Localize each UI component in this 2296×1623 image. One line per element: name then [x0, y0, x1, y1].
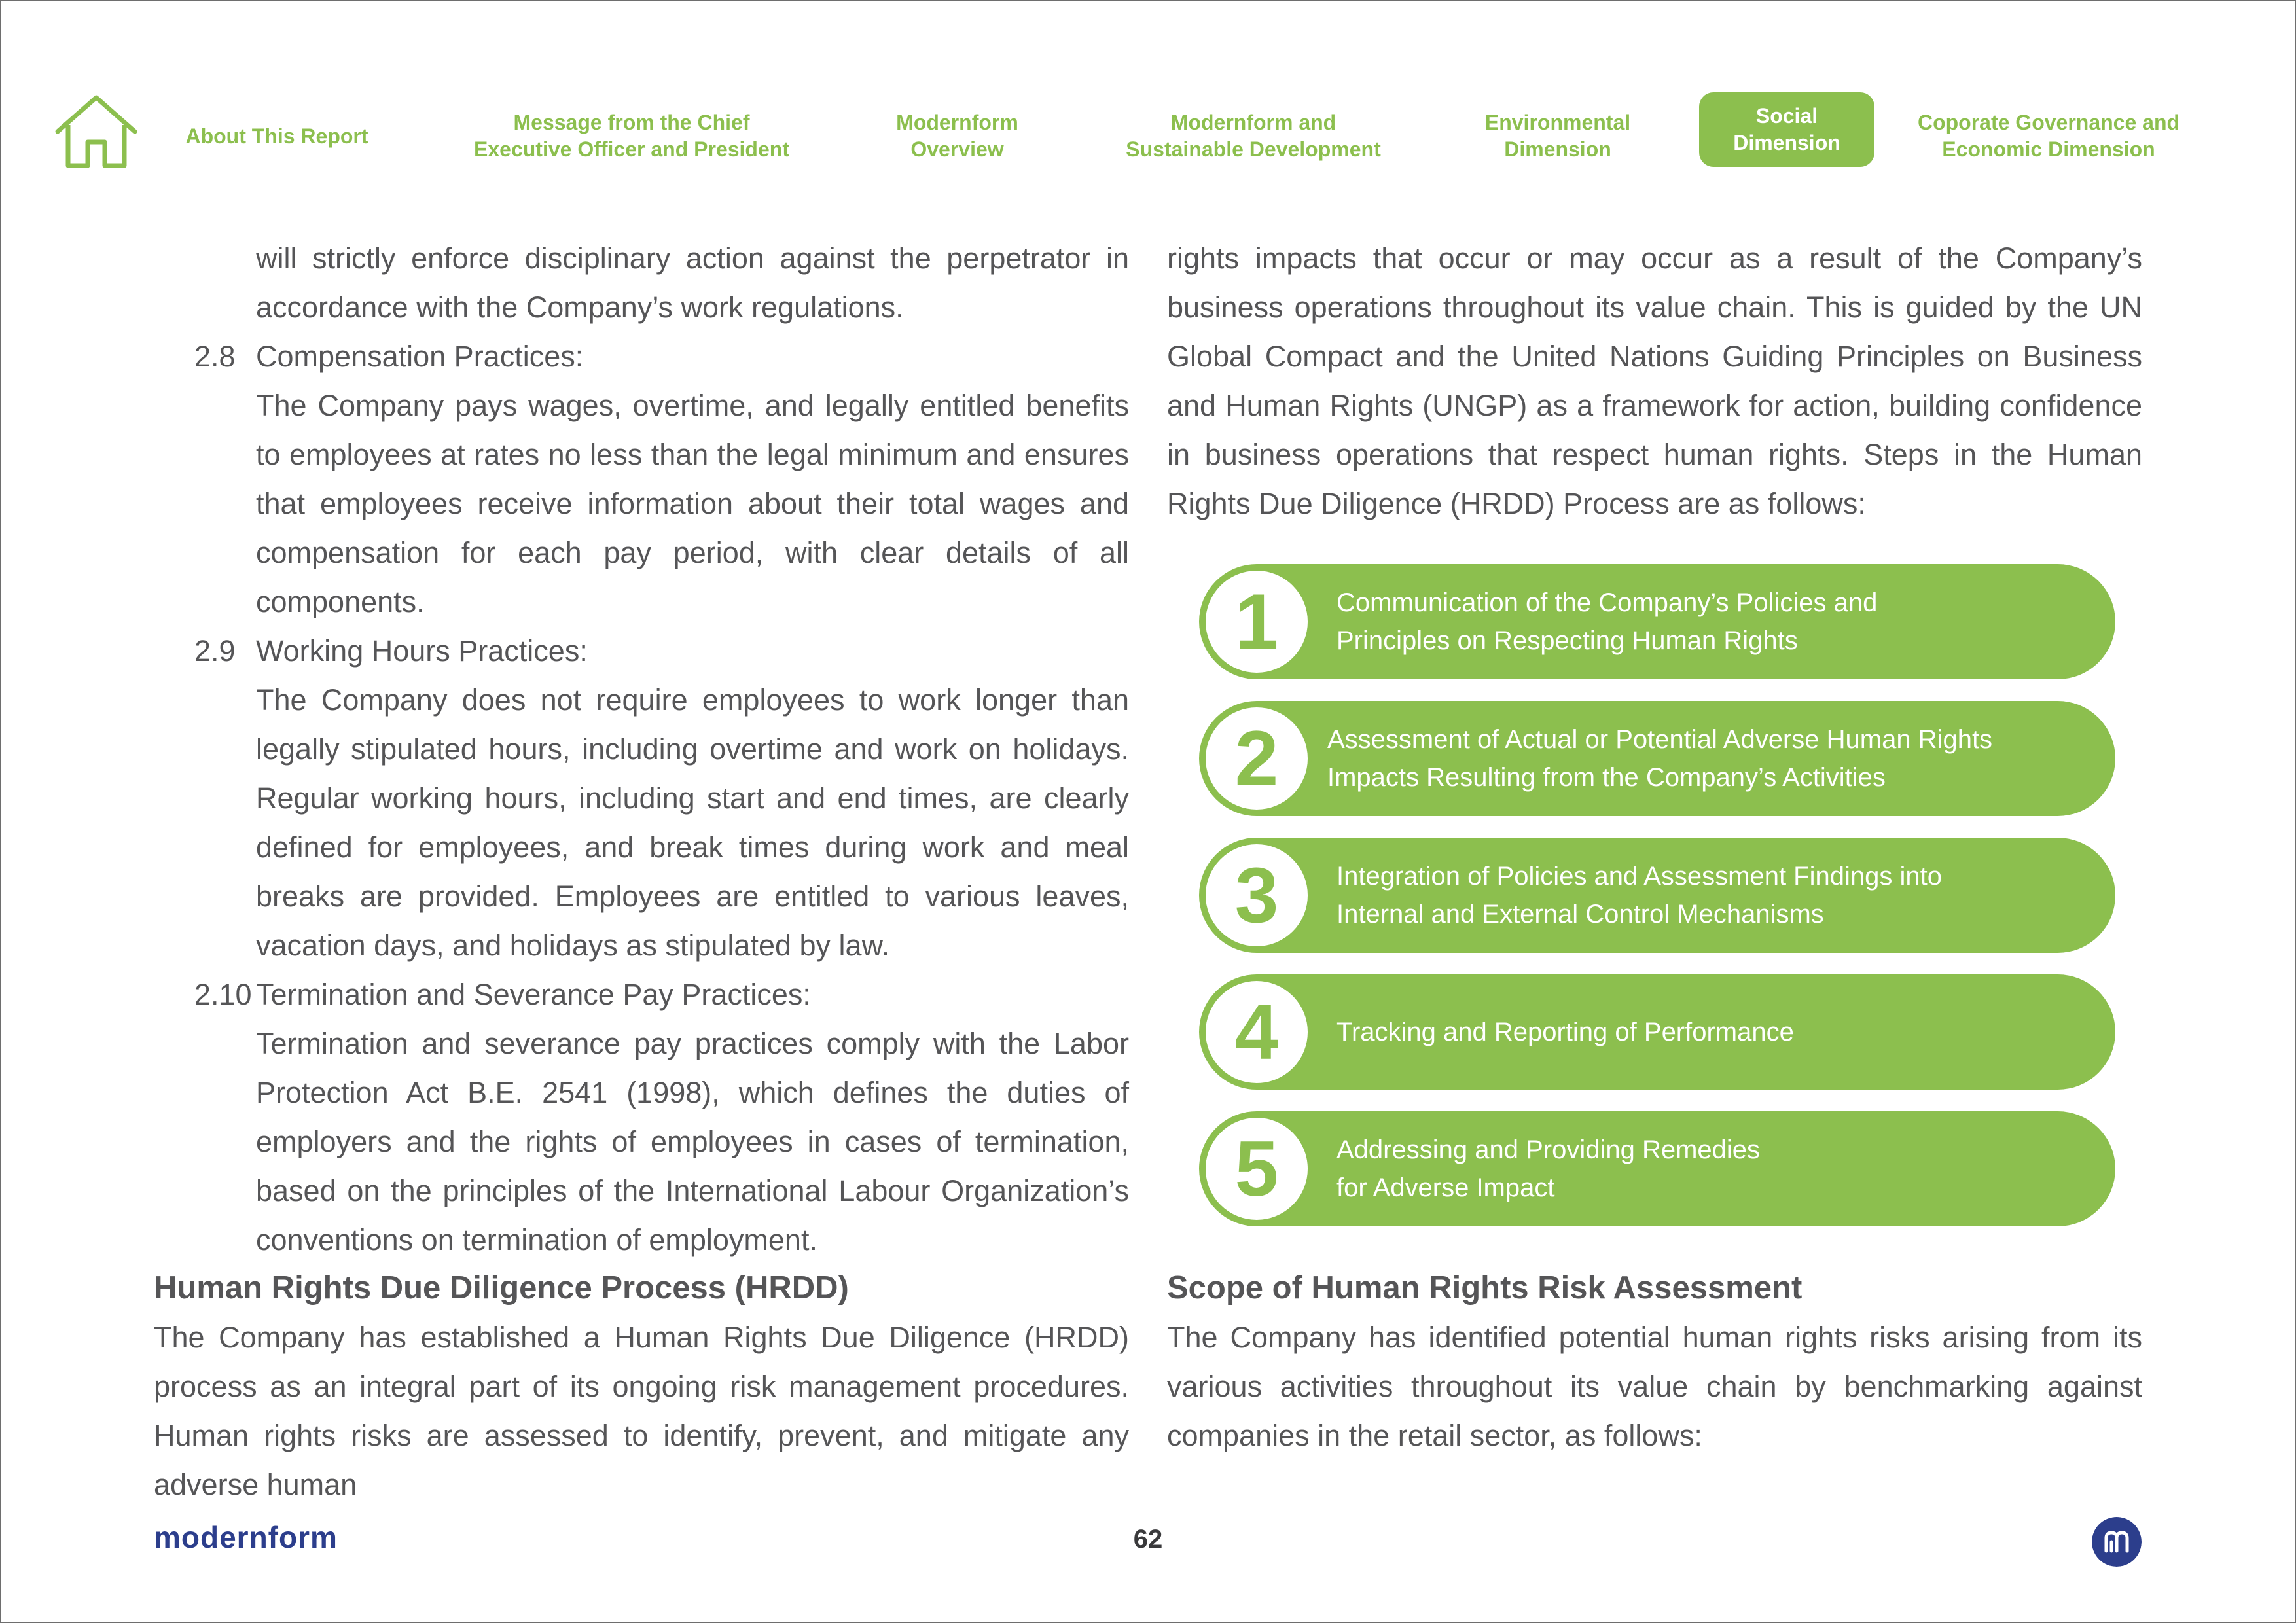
section-body: The Company has identified potential human rights risks arising from its various activities throughout its value chain by benchmarking against companies in the retail sector, as follows:	[1167, 1321, 2142, 1452]
step-text: Addressing and Providing Remedies for Adverse Impact	[1336, 1135, 1761, 1202]
modernform-mark-icon	[2092, 1517, 2142, 1567]
item-number: 2.9	[194, 634, 236, 668]
nav-governance-economic-dimension[interactable]: Coporate Governance and Economic Dimension	[1917, 111, 2180, 161]
nav-environmental-dimension[interactable]: Environmental Dimension	[1484, 111, 1631, 161]
nav-modernform-overview[interactable]: Modernform Overview	[896, 111, 1018, 161]
page-number: 62	[1133, 1525, 1163, 1554]
right-column	[1167, 234, 2142, 528]
continued-paragraph: will strictly enforce disciplinary action against the perpetrator in accordance with the Company’s work regulations.	[256, 241, 1129, 324]
section-heading: Human Rights Due Diligence Process (HRDD)	[154, 1270, 849, 1306]
item-title: Working Hours Practices:	[256, 634, 588, 668]
risk-scope-section	[1167, 1264, 2142, 1460]
step-text: Integration of Policies and Assessment Findings into Internal and External Control Mechanisms	[1336, 862, 1942, 929]
section-body: The Company has established a Human Rights Due Diligence (HRDD) process as an integral part of its ongoing risk management procedures. Human rights risks are assessed to identify, prevent, and mitigate any adverse human	[154, 1321, 1129, 1501]
hrdd-step	[1199, 1111, 2115, 1226]
nav-message-from-ceo[interactable]: Message from the Chief Executive Officer and President	[474, 111, 789, 161]
item-title: Termination and Severance Pay Practices:	[256, 978, 811, 1011]
step-number: 5	[1202, 1114, 1312, 1224]
item-title: Compensation Practices:	[256, 340, 584, 373]
brand-logo: modernform	[154, 1520, 338, 1554]
item-body: Termination and severance pay practices comply with the Labor Protection Act B.E. 2541 (1998), which defines the duties of employers and the rights of employees in cases of termination, based on the principles of the International Labour Organization’s conventions on termination of employment.	[256, 1027, 1129, 1257]
practice-item	[154, 332, 1129, 626]
step-text: Assessment of Actual or Potential Adverse Human Rights Impacts Resulting from the Company’s Activities	[1327, 725, 1993, 792]
hrdd-step	[1199, 564, 2115, 679]
practice-item	[154, 626, 1129, 970]
item-body: The Company does not require employees to work longer than legally stipulated hours, including overtime and work on holidays. Regular working hours, including start and end times, are clearly defined for employees, and break times during work and meal breaks are provided. Employees are entitled to various leaves, vacation days, and holidays as stipulated by law.	[256, 683, 1129, 962]
step-number: 3	[1202, 840, 1312, 950]
item-number: 2.8	[194, 340, 236, 373]
hrdd-step	[1199, 974, 2115, 1090]
nav-social-dimension[interactable]: Social Dimension	[1699, 92, 1874, 167]
step-text: Tracking and Reporting of Performance	[1336, 1018, 1794, 1046]
item-number: 2.10	[194, 978, 252, 1011]
step-number: 1	[1202, 567, 1312, 677]
left-column	[154, 234, 1129, 1264]
hrdd-step	[1199, 838, 2115, 953]
step-text: Communication of the Company’s Policies and Principles on Respecting Human Rights	[1336, 588, 1878, 655]
step-number: 2	[1202, 704, 1312, 813]
hrdd-section	[154, 1264, 1129, 1509]
top-navigation	[0, 0, 2296, 196]
hrdd-step	[1199, 701, 2115, 816]
home-icon[interactable]	[54, 94, 139, 169]
step-number: 4	[1202, 977, 1312, 1087]
hrdd-intro-continued: rights impacts that occur or may occur as a result of the Company’s business operations throughout its value chain. This is guided by the UN Global Compact and the United Nations Guiding Principles on Business and Human Rights (UNGP) as a framework for action, building confidence in business operations that respect human rights. Steps in the Human Rights Due Diligence (HRDD) Process are as follows:	[1167, 241, 2142, 520]
section-heading: Scope of Human Rights Risk Assessment	[1167, 1270, 1803, 1306]
nav-sustainable-development[interactable]: Modernform and Sustainable Development	[1126, 111, 1381, 161]
practice-item	[154, 970, 1129, 1264]
nav-about-this-report[interactable]: About This Report	[185, 124, 368, 148]
item-body: The Company pays wages, overtime, and legally entitled benefits to employees at rates no less than the legal minimum and ensures that employees receive information about their total wages and compensation for each pay period, with clear details of all components.	[256, 389, 1129, 618]
